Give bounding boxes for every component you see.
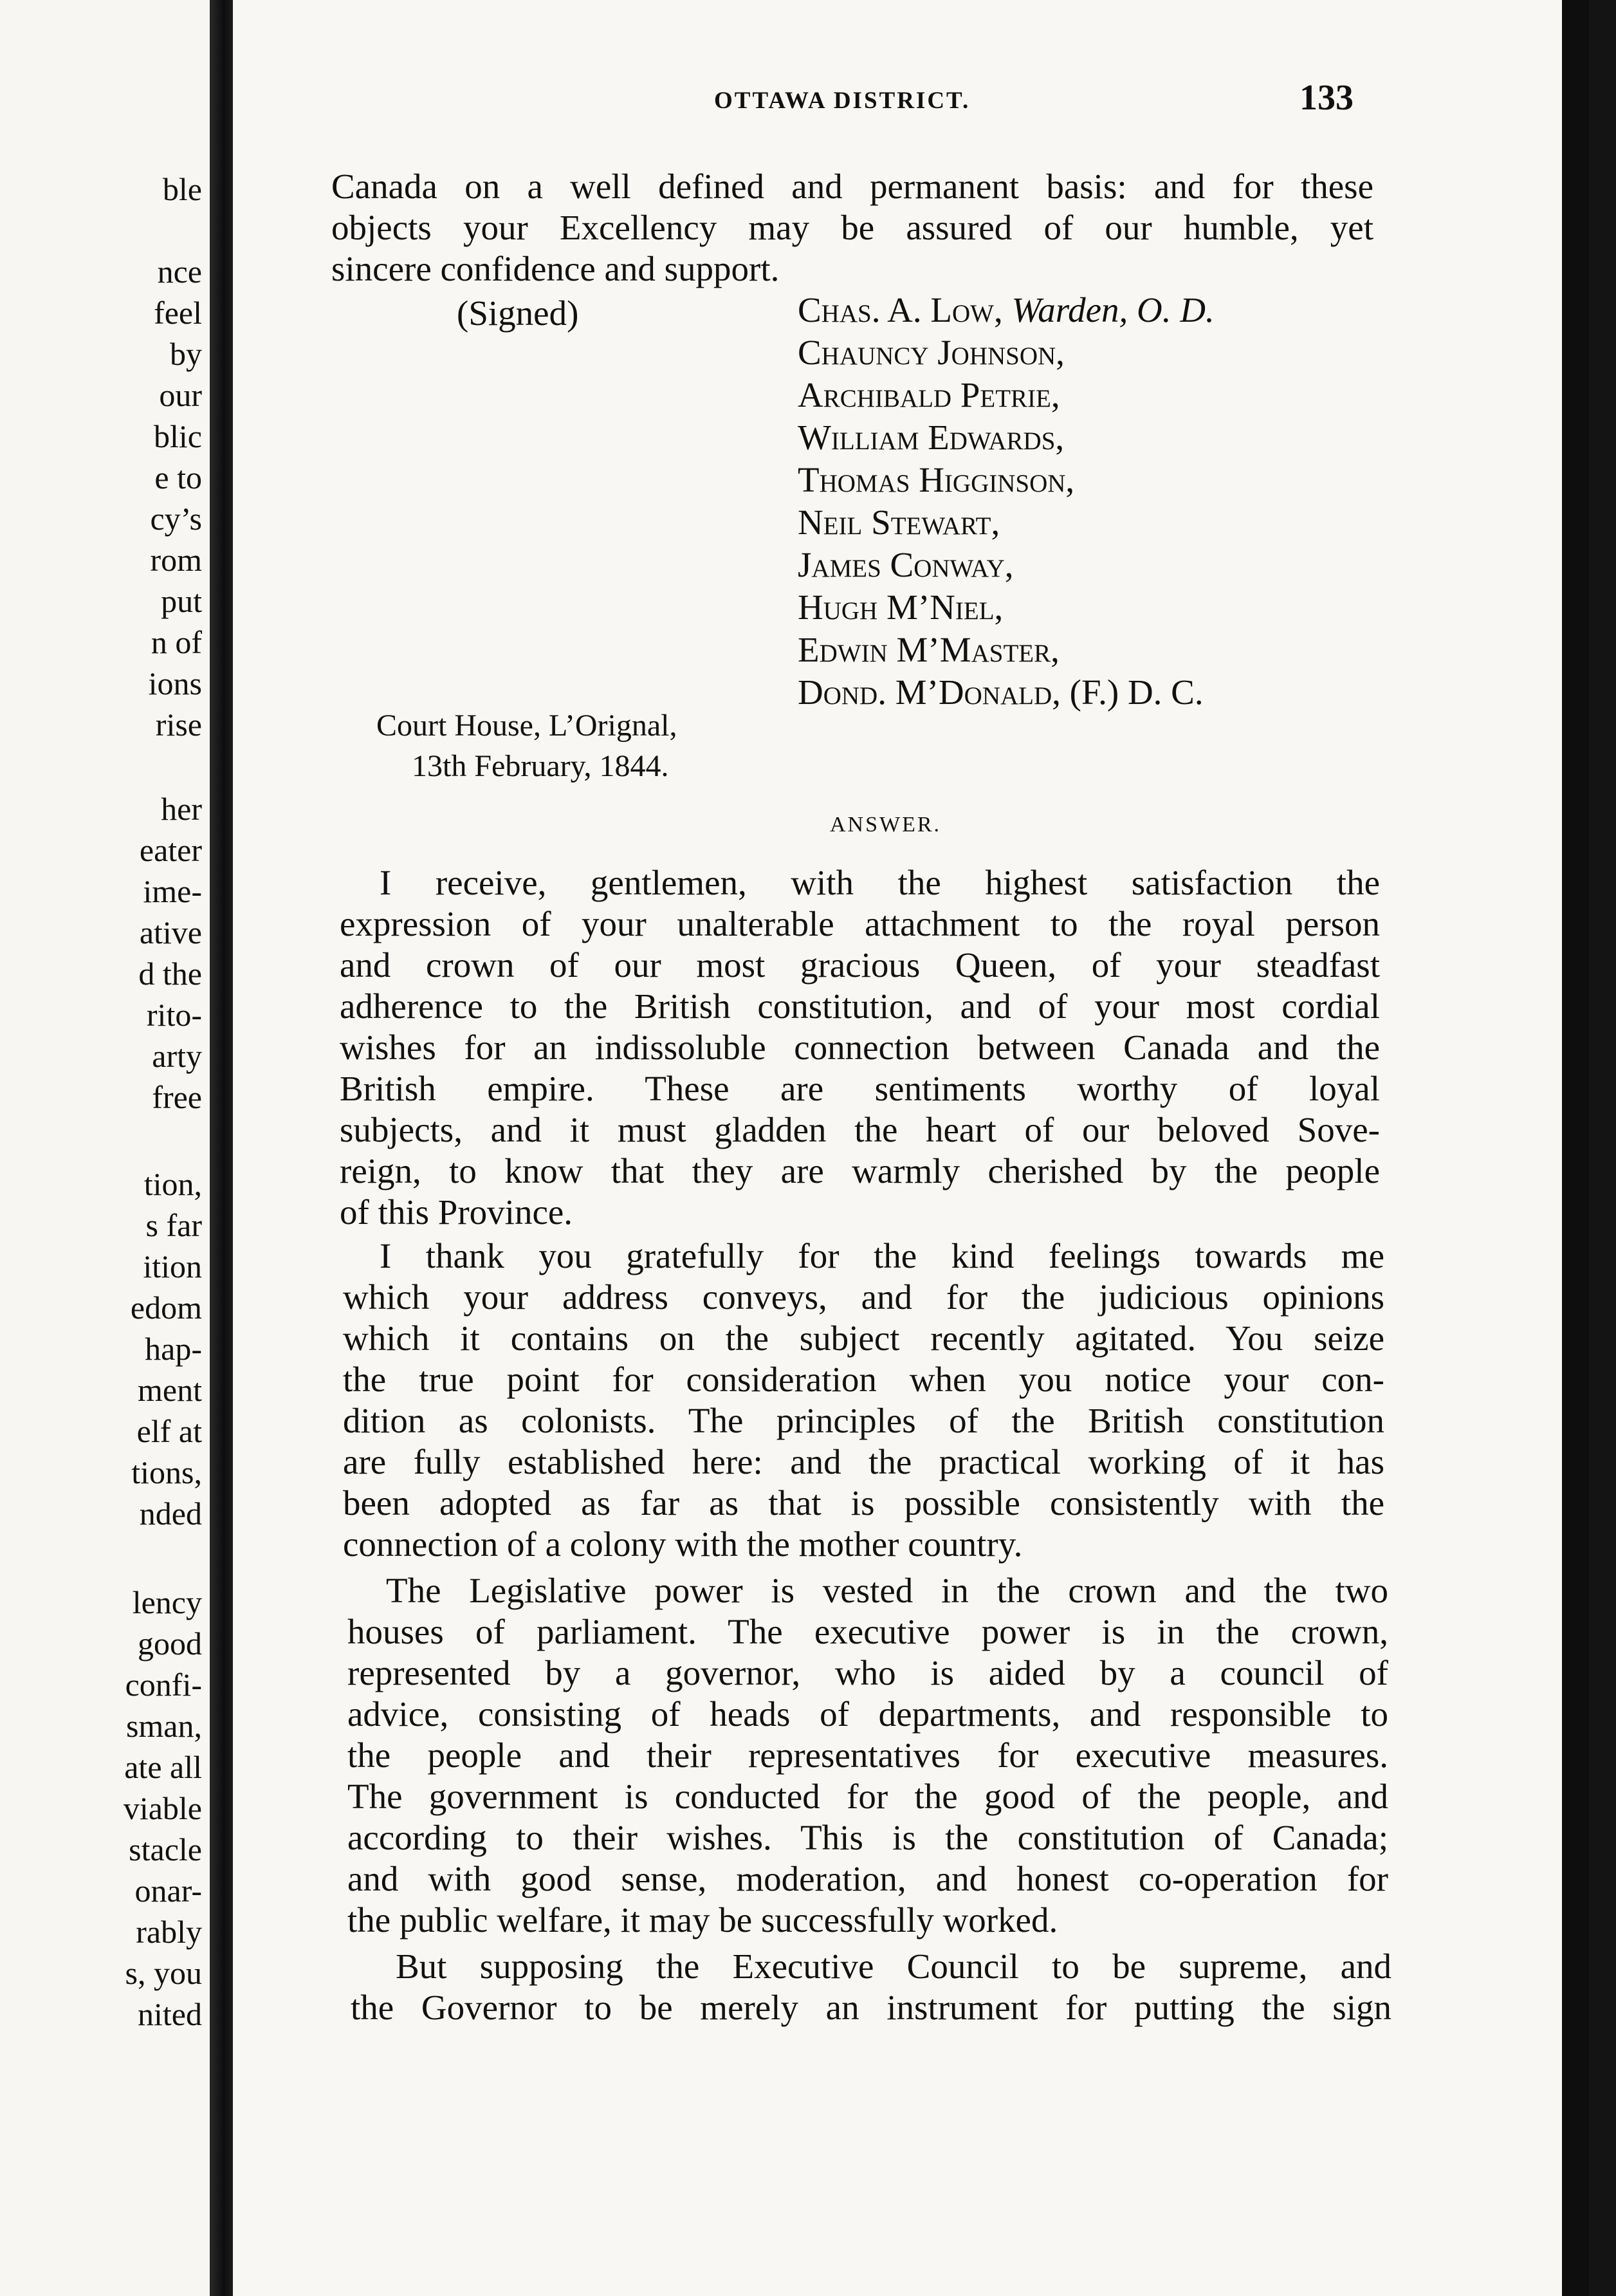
facing-line: n of (151, 624, 202, 660)
answer-line: represented by a governor, who is aided by a council of (347, 1653, 1388, 1692)
answer-line: dition as colonists. The principles of the British constitution (343, 1401, 1384, 1440)
answer-line: the public welfare, it may be successfully worked. (347, 1900, 1058, 1940)
answer-line: the people and their representatives for executive measures. (347, 1736, 1388, 1775)
facing-line: cy’s (150, 501, 202, 537)
signatory-name-text: Chas. A. Low, (798, 290, 1003, 329)
facing-line: feel (154, 295, 202, 331)
facing-line: stacle (129, 1831, 202, 1867)
facing-line: rise (155, 707, 202, 743)
facing-line: lency (132, 1584, 202, 1620)
signatory-name: Archibald Petrie, (798, 375, 1060, 414)
answer-line: wishes for an indissoluble connection between Canada and the (340, 1028, 1380, 1067)
facing-line: rito- (146, 997, 202, 1033)
signatory-name: James Conway, (798, 545, 1014, 584)
facing-line: blic (154, 418, 202, 454)
facing-line: sman, (125, 1708, 202, 1744)
facing-line: s far (145, 1207, 202, 1243)
answer-line: But supposing the Executive Council to be supreme, and (396, 1947, 1391, 1986)
facing-line: onar- (134, 1873, 202, 1909)
facing-line: edom (130, 1290, 202, 1326)
answer-line: advice, consisting of heads of departments, and responsible to (347, 1694, 1388, 1734)
facing-line: s, you (125, 1955, 202, 1991)
page-edge-shadow (1562, 0, 1589, 2296)
answer-line: The Legislative power is vested in the crown and the two (386, 1571, 1388, 1610)
signatory-name: Thomas Higginson, (798, 460, 1075, 499)
facing-line: d the (138, 956, 202, 992)
facing-line: put (161, 583, 202, 619)
answer-line: the Governor to be merely an instrument for putting the sign (351, 1988, 1391, 2027)
answer-line: of this Province. (340, 1192, 573, 1232)
answer-line: been adopted as far as that is possible consistently with the (343, 1483, 1384, 1523)
facing-line: nded (139, 1495, 202, 1532)
answer-line: adherence to the British constitution, and of your most cordial (340, 986, 1380, 1026)
facing-line: confi- (125, 1667, 202, 1703)
signatory-name: Hugh M’Niel, (798, 588, 1004, 627)
answer-line: British empire. These are sentiments worthy of loyal (340, 1069, 1380, 1108)
facing-line: rom (150, 542, 202, 578)
facing-line: ime- (143, 873, 202, 909)
address-line: sincere confidence and support. (331, 249, 780, 288)
signatory-name: Chauncy Johnson, (798, 333, 1065, 372)
address-line: objects your Excellency may be assured of our humble, yet (331, 208, 1373, 247)
facing-line: eater (139, 832, 202, 868)
answer-line: are fully established here: and the practical working of it has (343, 1442, 1384, 1481)
facing-line: ment (138, 1372, 202, 1408)
facing-page (0, 0, 210, 2296)
answer-line: I thank you gratefully for the kind feelings towards me (380, 1236, 1384, 1275)
facing-line: ition (143, 1248, 202, 1284)
address-line: Canada on a well defined and permanent basis: and for these (331, 167, 1373, 206)
facing-line: her (161, 791, 202, 827)
answer-line: I receive, gentlemen, with the highest satisfaction the (380, 863, 1380, 902)
facing-line: tion, (143, 1166, 202, 1202)
answer-line: houses of parliament. The executive power is in the crown, (347, 1612, 1388, 1651)
book-gutter (210, 0, 233, 2296)
signatory-name: William Edwards, (798, 418, 1065, 457)
facing-line: good (138, 1625, 202, 1662)
signatory-name (798, 290, 1215, 331)
signatory-title: Warden, O. D. (1011, 290, 1215, 329)
facing-line: hap- (145, 1331, 202, 1367)
answer-line: connection of a colony with the mother country. (343, 1524, 1023, 1564)
facing-line: nce (157, 254, 202, 290)
facing-line: e to (154, 459, 202, 495)
signed-label: (Signed) (457, 293, 579, 333)
facing-line: our (159, 377, 202, 413)
facing-line: rably (136, 1914, 202, 1950)
answer-heading: ANSWER. (830, 813, 942, 837)
facing-line: ate all (124, 1749, 202, 1785)
answer-line: reign, to know that they are warmly cherished by the people (340, 1151, 1380, 1190)
facing-line: tions, (131, 1454, 202, 1490)
facing-line: nited (138, 1996, 202, 2032)
date-line: 13th February, 1844. (412, 749, 669, 783)
facing-line: ions (148, 665, 202, 701)
facing-line: arty (152, 1038, 202, 1074)
answer-line: according to their wishes. This is the constitution of Canada; (347, 1818, 1388, 1857)
answer-line: the true point for consideration when you notice your con- (343, 1360, 1384, 1399)
facing-line: viable (123, 1790, 202, 1826)
page-number: 133 (1299, 78, 1354, 118)
signatory-name: Neil Stewart, (798, 503, 1000, 542)
running-head: OTTAWA DISTRICT. (714, 88, 971, 114)
answer-line: and with good sense, moderation, and honest co-operation for (347, 1859, 1388, 1898)
signatory-name: Dond. M’Donald, (F.) D. C. (798, 672, 1204, 712)
answer-line: which your address conveys, and for the judicious opinions (343, 1277, 1384, 1317)
answer-line: expression of your unalterable attachment to the royal person (340, 904, 1380, 943)
facing-line: free (152, 1079, 202, 1115)
answer-line: subjects, and it must gladden the heart of our beloved Sove- (340, 1110, 1380, 1149)
place-line: Court House, L’Orignal, (376, 708, 677, 743)
facing-line: by (170, 336, 202, 372)
answer-line: and crown of our most gracious Queen, of your steadfast (340, 945, 1380, 985)
facing-line: ble (162, 171, 202, 207)
signatory-name: Edwin M’Master, (798, 630, 1060, 669)
answer-line: The government is conducted for the good of the people, and (347, 1777, 1388, 1816)
facing-line: elf at (136, 1413, 202, 1449)
facing-line: ative (139, 914, 202, 950)
answer-line: which it contains on the subject recently agitated. You seize (343, 1319, 1384, 1358)
